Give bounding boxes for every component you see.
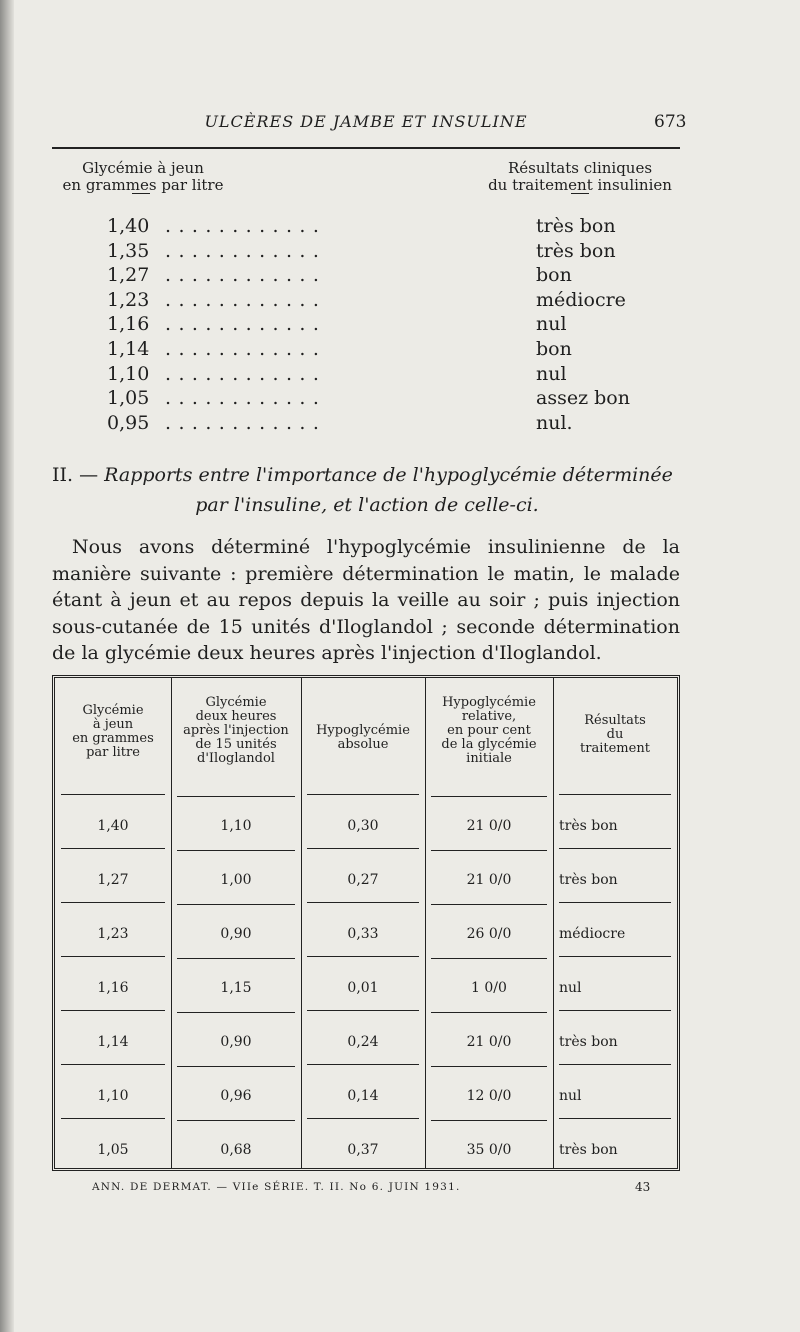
glycemia-value: 1,35	[107, 239, 150, 262]
clinical-result: assez bon	[536, 387, 630, 410]
table-cell: 12 0/0	[466, 1088, 512, 1104]
table-cell: très bon	[559, 872, 618, 888]
table-cell: 21 0/0	[466, 818, 512, 834]
clinical-result: nul	[536, 362, 567, 385]
leader-dots: ............	[165, 362, 327, 385]
table-cell: très bon	[559, 1142, 618, 1158]
table-cell: 0,27	[347, 872, 379, 888]
glycemia-value: 1,23	[107, 288, 150, 311]
table-cell: médiocre	[559, 926, 626, 942]
table-cell: 0,33	[347, 926, 379, 942]
table-header-line: d'Iloglandol	[197, 751, 275, 766]
table-cell: 0,01	[347, 980, 379, 996]
table-row-rule	[307, 1010, 419, 1011]
signature-number: 43	[635, 1180, 651, 1194]
table-header-line: de la glycémie	[441, 737, 537, 752]
table-row-rule	[559, 1118, 671, 1119]
table-row-rule	[559, 848, 671, 849]
table-row-rule	[431, 1120, 547, 1121]
table-row-rule	[177, 958, 295, 959]
leader-dots: ............	[165, 387, 327, 410]
table-row-rule	[431, 1012, 547, 1013]
paragraph-text: Nous avons déterminé l'hypoglycémie insulinienne de la manière suivante : première détermination le matin, le malade étant à jeun et au repos depuis la veille au soir ; puis injection sous-cutanée de 15 unités d'Iloglandol ; seconde détermination de la glycémie deux heures après l'injection d'Iloglandol.	[52, 536, 680, 664]
table-row-rule	[177, 904, 295, 905]
journal-citation: ANN. DE DERMAT. — VIIe SÉRIE. T. II. No 6. JUIN 1931.	[92, 1181, 461, 1193]
table-header-line: par litre	[86, 745, 140, 760]
table-cell: 21 0/0	[466, 1034, 512, 1050]
leader-dots: ............	[165, 288, 327, 311]
list-left-heading	[58, 160, 228, 194]
clinical-result: nul	[536, 313, 567, 336]
table-cell: 0,37	[347, 1142, 379, 1158]
table-cell: 1,05	[97, 1142, 129, 1158]
table-cell: 1,23	[97, 926, 129, 942]
table-row-rule	[61, 1118, 165, 1119]
table-row-rule	[61, 848, 165, 849]
leader-dots: ............	[165, 239, 327, 262]
table-cell: 1,10	[97, 1088, 129, 1104]
glycemia-value: 0,95	[107, 411, 150, 434]
glycemia-value: 1,05	[107, 387, 150, 410]
table-header-line: après l'injection	[183, 723, 289, 738]
table-cell: 0,24	[347, 1034, 379, 1050]
table-header-line: Hypoglycémie	[316, 723, 410, 738]
table-header-line: en grammes	[72, 731, 154, 746]
glycemia-value: 1,40	[107, 215, 150, 237]
list-left-heading-line: en grammes par litre	[62, 176, 224, 194]
table-header-line: initiale	[466, 751, 512, 766]
table-header-cell	[301, 724, 425, 752]
leader-dots: ............	[165, 264, 327, 287]
table-cell: nul	[559, 980, 582, 996]
glycemia-value: 1,14	[107, 338, 150, 360]
clinical-result: nul.	[536, 411, 573, 434]
table-row-rule	[61, 794, 165, 795]
table-header-line: relative,	[461, 709, 517, 724]
table-row-rule	[177, 1120, 295, 1121]
list-left-dash	[132, 193, 150, 194]
page-binding-edge	[0, 0, 14, 1332]
glycemia-value: 1,27	[107, 264, 150, 287]
table-cell: 0,68	[220, 1142, 252, 1158]
leader-dots: ............	[165, 411, 327, 434]
table-cell: 0,90	[220, 1034, 252, 1050]
table-cell: 1,40	[97, 818, 129, 834]
table-row-rule	[307, 794, 419, 795]
table-cell: 0,30	[347, 818, 379, 834]
table-header-cell	[171, 696, 301, 766]
table-header-line: Hypoglycémie	[442, 695, 536, 710]
glycemia-value: 1,16	[107, 313, 150, 336]
table-cell: 0,90	[220, 926, 252, 942]
table-row-rule	[559, 1064, 671, 1065]
results-table	[52, 675, 680, 1171]
section-title-line1: Rapports entre l'importance de l'hypoglycémie déterminée	[104, 464, 673, 486]
table-cell: 35 0/0	[466, 1142, 512, 1158]
glycemia-value: 1,10	[107, 362, 150, 385]
body-paragraph	[52, 534, 680, 667]
table-row-rule	[559, 1010, 671, 1011]
list-right-heading-line: du traitement insulinien	[488, 176, 672, 194]
clinical-result: bon	[536, 338, 572, 360]
table-cell: 1,10	[220, 818, 252, 834]
table-row-rule	[177, 850, 295, 851]
table-header-line: traitement	[580, 741, 650, 756]
clinical-result: médiocre	[536, 288, 626, 311]
table-header-line: de 15 unités	[195, 737, 277, 752]
table-cell: 1 0/0	[471, 980, 507, 996]
page-number: 673	[654, 112, 687, 132]
table-header-line: Glycémie	[205, 695, 267, 710]
table-row-rule	[431, 1066, 547, 1067]
table-header-cell	[55, 704, 171, 760]
table-row-rule	[177, 1066, 295, 1067]
table-cell: 1,15	[220, 980, 252, 996]
section-title-line2: par l'insuline, et l'action de celle-ci.	[195, 494, 539, 516]
clinical-result: bon	[536, 264, 572, 287]
table-row-rule	[431, 904, 547, 905]
table-cell: 1,14	[97, 1034, 129, 1050]
table-row-rule	[61, 1010, 165, 1011]
list-right-heading	[475, 160, 685, 194]
table-cell: très bon	[559, 1034, 618, 1050]
table-row-rule	[61, 902, 165, 903]
table-header-line: Glycémie	[82, 703, 144, 718]
leader-dots: ............	[165, 313, 327, 336]
running-title: ULCÈRES DE JAMBE ET INSULINE	[204, 112, 528, 131]
table-row-rule	[177, 1012, 295, 1013]
table-header-line: du	[606, 727, 624, 742]
table-row-rule	[431, 796, 547, 797]
table-cell: nul	[559, 1088, 582, 1104]
table-row-rule	[431, 958, 547, 959]
table-cell: 26 0/0	[466, 926, 512, 942]
clinical-result: très bon	[536, 239, 616, 262]
leader-dots: ............	[165, 215, 327, 237]
leader-dots: ............	[165, 338, 327, 360]
list-left-heading-line: Glycémie à jeun	[82, 159, 204, 177]
table-cell: 0,14	[347, 1088, 379, 1104]
clinical-result: très bon	[536, 215, 616, 237]
list-right-dash	[571, 193, 589, 194]
section-number: II. —	[52, 464, 99, 486]
table-header-line: absolue	[337, 737, 389, 752]
table-header-cell	[553, 714, 677, 756]
table-header-line: à jeun	[92, 717, 134, 732]
table-row-rule	[61, 956, 165, 957]
table-row-rule	[559, 794, 671, 795]
table-header-line: deux heures	[195, 709, 277, 724]
table-cell: 1,16	[97, 980, 129, 996]
table-header-cell	[425, 696, 553, 766]
table-cell: 21 0/0	[466, 872, 512, 888]
table-row-rule	[559, 956, 671, 957]
table-cell: très bon	[559, 818, 618, 834]
table-row-rule	[307, 1118, 419, 1119]
table-row-rule	[559, 902, 671, 903]
table-cell: 1,27	[97, 872, 129, 888]
table-header-line: Résultats	[584, 713, 646, 728]
table-row-rule	[307, 902, 419, 903]
section-heading	[52, 460, 682, 520]
header-rule	[52, 147, 680, 149]
table-cell: 0,96	[220, 1088, 252, 1104]
table-row-rule	[431, 850, 547, 851]
table-header-line: en pour cent	[447, 723, 531, 738]
table-row-rule	[61, 1064, 165, 1065]
table-row-rule	[307, 956, 419, 957]
table-row-rule	[177, 796, 295, 797]
list-right-heading-line: Résultats cliniques	[507, 159, 653, 177]
table-cell: 1,00	[220, 872, 252, 888]
table-row-rule	[307, 848, 419, 849]
table-row-rule	[307, 1064, 419, 1065]
